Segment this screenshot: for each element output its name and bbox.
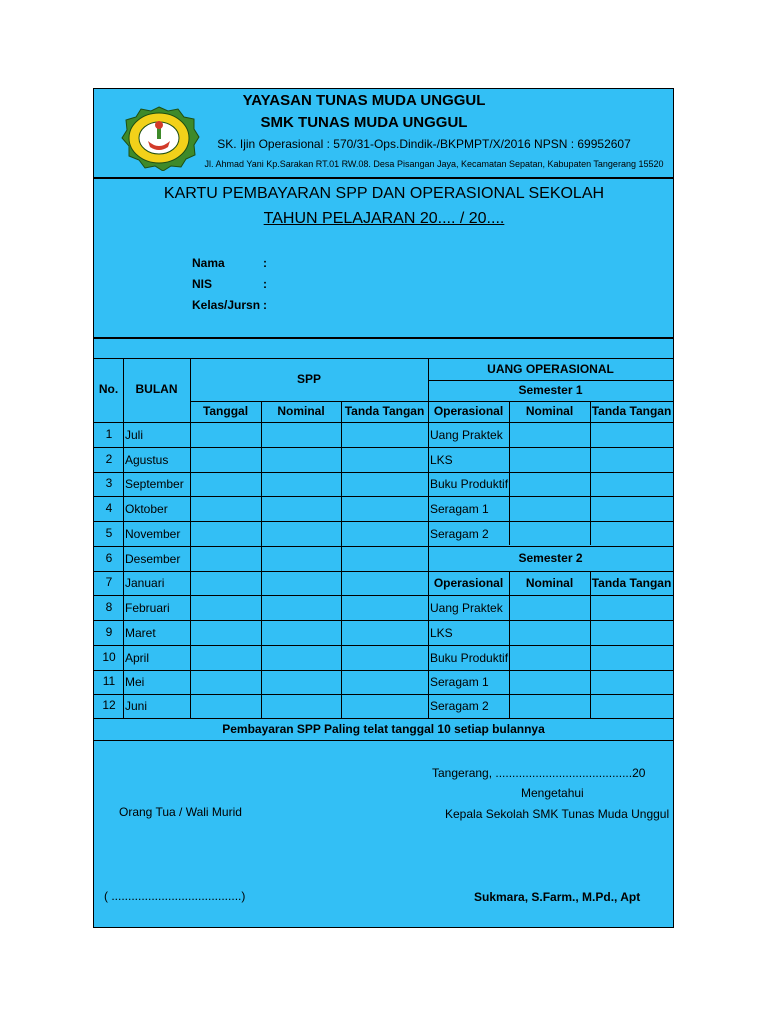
row-month: Juli: [125, 428, 144, 442]
row-number: 1: [105, 427, 113, 441]
field-colon: :: [263, 256, 267, 270]
principal-title: Kepala Sekolah SMK Tunas Muda Unggul: [445, 807, 670, 821]
sub-tanda-tangan-header: Tanda Tangan: [591, 576, 672, 590]
row-number: 8: [105, 600, 113, 614]
fields-divider: [94, 337, 673, 339]
row-month: Februari: [125, 601, 170, 615]
col-spp-header: SPP: [296, 372, 321, 386]
field-label-nis: NIS: [192, 277, 213, 291]
sub-operasional-header: Operasional: [433, 404, 504, 418]
row-number: 7: [105, 575, 113, 589]
place-date: Tangerang, .........................................20: [432, 766, 646, 780]
row-operational-item: Seragam 1: [430, 675, 489, 689]
acknowledged-label: Mengetahui: [521, 786, 584, 800]
row-month: Januari: [125, 576, 165, 590]
academic-year: TAHUN PELAJARAN 20.... / 20....: [263, 210, 505, 227]
address-line: Jl. Ahmad Yani Kp.Sarakan RT.01 RW.08. Desa Pisangan Jaya, Kecamatan Sepatan, Kabupaten Tangerang 15520: [204, 159, 664, 169]
row-number: 6: [105, 551, 113, 565]
sub-operasional-header: Operasional: [433, 576, 504, 590]
sub-nominal-header: Nominal: [277, 404, 325, 418]
row-month: September: [125, 477, 184, 491]
sub-tanda-tangan-header: Tanda Tangan: [344, 404, 425, 418]
card-title: KARTU PEMBAYARAN SPP DAN OPERASIONAL SEKOLAH: [163, 185, 605, 202]
row-number: 10: [102, 650, 116, 664]
row-operational-item: Seragam 2: [430, 699, 489, 713]
row-operational-item: Seragam 2: [430, 527, 489, 541]
row-month: Juni: [125, 699, 148, 713]
row-number: 9: [105, 625, 113, 639]
row-operational-item: Seragam 1: [430, 502, 489, 516]
row-operational-item: Uang Praktek: [430, 601, 503, 615]
row-month: April: [125, 651, 150, 665]
sub-nominal-header: Nominal: [525, 404, 574, 418]
license-line: SK. Ijin Operasional : 570/31-Ops.Dindik-/BKPMPT/X/2016 NPSN : 69952607: [217, 137, 631, 151]
header-divider: [94, 177, 673, 179]
row-month: Agustus: [125, 453, 169, 467]
row-month: November: [125, 527, 181, 541]
payment-deadline-note: Pembayaran SPP Paling telat tanggal 10 setiap bulannya: [222, 722, 545, 736]
principal-name: Sukmara, S.Farm., M.Pd., Apt: [474, 890, 641, 904]
row-operational-item: LKS: [430, 453, 453, 467]
row-operational-item: LKS: [430, 626, 453, 640]
field-label-nama: Nama: [192, 256, 225, 270]
row-month: Mei: [125, 675, 145, 689]
row-number: 2: [105, 452, 113, 466]
field-colon: :: [263, 298, 267, 312]
col-bulan-header: BULAN: [135, 382, 178, 396]
sub-tanda-tangan-header: Tanda Tangan: [591, 404, 672, 418]
row-operational-item: Buku Produktif: [430, 477, 509, 491]
semester-2-header: Semester 2: [518, 551, 583, 565]
payment-card: [93, 88, 674, 928]
col-uang-operasional-header: UANG OPERASIONAL: [487, 362, 614, 376]
row-month: Oktober: [125, 502, 168, 516]
school-logo: [118, 105, 200, 171]
parent-title: Orang Tua / Wali Murid: [119, 805, 242, 819]
row-month: Desember: [125, 552, 181, 566]
field-label-kelas: Kelas/Jursn: [192, 298, 261, 312]
school-name: SMK TUNAS MUDA UNGGUL: [260, 114, 468, 131]
row-operational-item: Uang Praktek: [430, 428, 503, 442]
semester-1-header: Semester 1: [518, 383, 583, 397]
row-operational-item: Buku Produktif: [430, 651, 509, 665]
row-number: 5: [105, 526, 113, 540]
row-number: 11: [102, 674, 116, 688]
parent-signature-blank: ( .......................................): [104, 889, 246, 903]
row-month: Maret: [125, 626, 156, 640]
field-colon: :: [263, 277, 267, 291]
sub-tanggal-header: Tanggal: [202, 404, 249, 418]
row-number: 3: [105, 476, 113, 490]
foundation-name: YAYASAN TUNAS MUDA UNGGUL: [242, 92, 486, 109]
col-no-header: No.: [98, 382, 119, 396]
row-number: 4: [105, 501, 113, 515]
row-number: 12: [102, 698, 116, 712]
sub-nominal-header: Nominal: [525, 576, 574, 590]
